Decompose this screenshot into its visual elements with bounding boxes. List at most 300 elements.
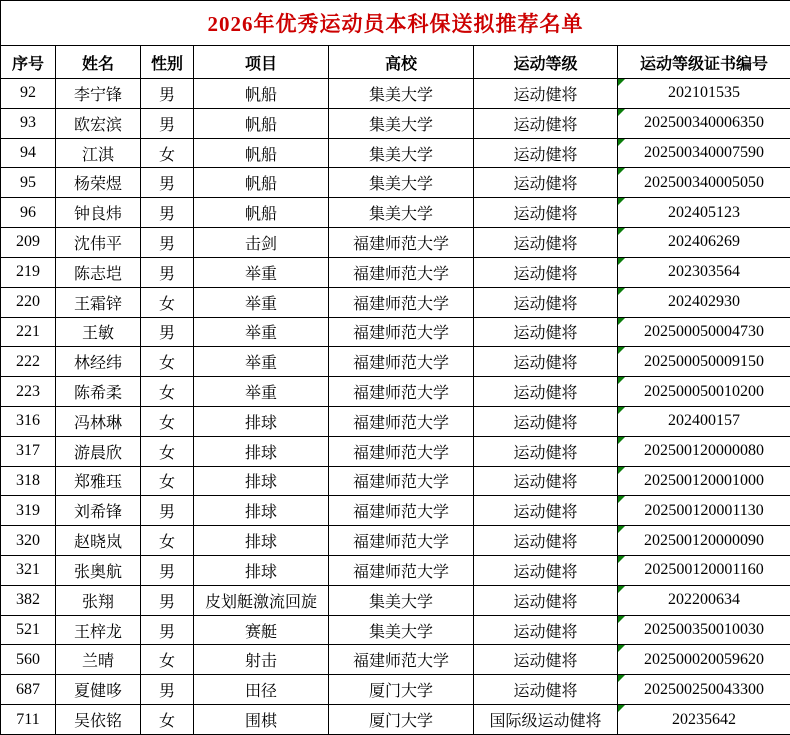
table-row (1, 675, 790, 705)
cell-serial-number (1, 79, 56, 109)
column-header-sport-event: 项目 (194, 46, 329, 79)
cell-sport-event (194, 466, 329, 496)
cell-text: 帆船 (244, 206, 277, 224)
cell-text: 排球 (244, 474, 277, 492)
cell-sport-event (194, 526, 329, 556)
cell-athlete-name (56, 645, 141, 675)
cell-text: 202500120000080 (644, 442, 765, 460)
cell-text: 福建师范大学 (352, 295, 449, 313)
cell-text: 318 (16, 471, 40, 489)
cell-text: 女 (158, 295, 175, 313)
cell-text: 女 (158, 713, 175, 731)
cell-text: 202500050010200 (644, 382, 765, 400)
cell-gender (141, 108, 194, 138)
cell-text: 321 (16, 561, 40, 579)
cell-error-indicator-triangle-icon (618, 318, 625, 325)
cell-text: 382 (16, 591, 40, 609)
cell-sport-event (194, 585, 329, 615)
cell-athlete-name (56, 377, 141, 407)
cell-certificate-number (618, 108, 790, 138)
cell-athlete-name (56, 198, 141, 228)
cell-text: 320 (16, 531, 40, 549)
cell-athletic-level (474, 377, 618, 407)
cell-certificate-number (618, 406, 790, 436)
cell-text: 张奥航 (73, 563, 122, 581)
cell-certificate-number (618, 585, 790, 615)
cell-serial-number (1, 347, 56, 377)
cell-text: 陈志垲 (73, 265, 122, 283)
table-row (1, 168, 790, 198)
cell-error-indicator-triangle-icon (618, 109, 625, 116)
table-header-row (1, 46, 790, 79)
cell-error-indicator-triangle-icon (618, 288, 625, 295)
cell-text: 福建师范大学 (352, 444, 449, 462)
cell-university (329, 198, 474, 228)
cell-text: 举重 (244, 385, 277, 403)
column-header-serial-number: 序号 (1, 46, 56, 79)
cell-text: 集美大学 (368, 593, 433, 611)
cell-serial-number (1, 228, 56, 258)
cell-certificate-number (618, 257, 790, 287)
cell-text: 221 (16, 322, 40, 340)
cell-gender (141, 496, 194, 526)
cell-certificate-number (618, 675, 790, 705)
cell-text: 皮划艇激流回旋 (204, 593, 317, 611)
cell-certificate-number (618, 645, 790, 675)
cell-text: 冯林琳 (73, 414, 122, 432)
cell-athlete-name (56, 466, 141, 496)
cell-text: 福建师范大学 (352, 414, 449, 432)
cell-university (329, 526, 474, 556)
cell-text: 93 (20, 114, 36, 132)
cell-university (329, 406, 474, 436)
cell-error-indicator-triangle-icon (618, 198, 625, 205)
cell-text: 男 (158, 593, 175, 611)
cell-text: 运动健将 (513, 534, 578, 552)
table-row (1, 556, 790, 586)
cell-text: 女 (158, 534, 175, 552)
cell-text: 运动健将 (513, 563, 578, 581)
cell-text: 排球 (244, 504, 277, 522)
cell-university (329, 317, 474, 347)
table-row (1, 198, 790, 228)
cell-university (329, 228, 474, 258)
cell-text: 排球 (244, 563, 277, 581)
cell-text: 女 (158, 414, 175, 432)
cell-athletic-level (474, 317, 618, 347)
cell-serial-number (1, 675, 56, 705)
cell-athletic-level (474, 228, 618, 258)
cell-serial-number (1, 615, 56, 645)
cell-text: 男 (158, 116, 175, 134)
cell-text: 202500120001160 (644, 561, 764, 579)
cell-gender (141, 168, 194, 198)
cell-text: 女 (158, 355, 175, 373)
cell-text: 林经纬 (73, 355, 122, 373)
cell-error-indicator-triangle-icon (618, 616, 625, 623)
cell-certificate-number (618, 526, 790, 556)
cell-text: 运动健将 (513, 265, 578, 283)
cell-text: 排球 (244, 444, 277, 462)
cell-text: 运动健将 (513, 593, 578, 611)
cell-text: 福建师范大学 (352, 563, 449, 581)
cell-text: 202500050009150 (644, 352, 765, 370)
cell-text: 王梓龙 (73, 623, 122, 641)
cell-certificate-number (618, 168, 790, 198)
cell-text: 223 (16, 382, 40, 400)
cell-university (329, 377, 474, 407)
cell-text: 吴依铭 (73, 713, 122, 731)
cell-athletic-level (474, 257, 618, 287)
cell-text: 福建师范大学 (352, 235, 449, 253)
cell-text: 福建师范大学 (352, 355, 449, 373)
cell-text: 刘希锋 (73, 504, 122, 522)
table-row (1, 347, 790, 377)
cell-text: 运动健将 (513, 295, 578, 313)
column-header-athletic-level: 运动等级 (474, 46, 618, 79)
cell-text: 福建师范大学 (352, 385, 449, 403)
cell-certificate-number (618, 436, 790, 466)
table-row (1, 496, 790, 526)
cell-text: 92 (20, 84, 36, 102)
cell-sport-event (194, 257, 329, 287)
cell-error-indicator-triangle-icon (618, 347, 625, 354)
cell-athlete-name (56, 168, 141, 198)
cell-gender (141, 645, 194, 675)
cell-text: 杨荣煜 (73, 176, 122, 194)
cell-gender (141, 377, 194, 407)
cell-text: 王霜锌 (73, 295, 122, 313)
cell-gender (141, 287, 194, 317)
cell-text: 厦门大学 (368, 713, 433, 731)
cell-gender (141, 466, 194, 496)
cell-text: 202303564 (668, 263, 741, 281)
cell-university (329, 556, 474, 586)
cell-text: 男 (158, 176, 175, 194)
cell-text: 运动健将 (513, 325, 578, 343)
cell-athletic-level (474, 168, 618, 198)
cell-gender (141, 138, 194, 168)
cell-error-indicator-triangle-icon (618, 705, 625, 712)
cell-sport-event (194, 287, 329, 317)
cell-certificate-number (618, 705, 790, 735)
cell-serial-number (1, 257, 56, 287)
cell-text: 游晨欣 (73, 444, 122, 462)
cell-text: 福建师范大学 (352, 653, 449, 671)
table-row (1, 108, 790, 138)
cell-text: 男 (158, 206, 175, 224)
cell-text: 运动健将 (513, 176, 578, 194)
cell-gender (141, 585, 194, 615)
cell-text: 帆船 (244, 116, 277, 134)
cell-athletic-level (474, 526, 618, 556)
cell-text: 举重 (244, 265, 277, 283)
cell-text: 福建师范大学 (352, 325, 449, 343)
cell-text: 711 (16, 710, 40, 728)
cell-text: 帆船 (244, 86, 277, 104)
cell-gender (141, 705, 194, 735)
cell-sport-event (194, 377, 329, 407)
table-row (1, 466, 790, 496)
cell-text: 田径 (244, 683, 277, 701)
cell-text: 94 (20, 144, 36, 162)
cell-text: 张翔 (81, 593, 114, 611)
cell-text: 女 (158, 653, 175, 671)
cell-text: 202500340005050 (644, 173, 765, 191)
cell-text: 赛艇 (244, 623, 277, 641)
cell-text: 女 (158, 474, 175, 492)
cell-text: 李宁锋 (73, 86, 122, 104)
column-header-certificate-number: 运动等级证书编号 (618, 46, 790, 79)
cell-certificate-number (618, 466, 790, 496)
cell-error-indicator-triangle-icon (618, 675, 625, 682)
cell-text: 202500350010030 (644, 621, 765, 639)
cell-university (329, 257, 474, 287)
cell-sport-event (194, 228, 329, 258)
cell-gender (141, 556, 194, 586)
cell-text: 射击 (244, 653, 277, 671)
cell-text: 国际级运动健将 (489, 713, 602, 731)
cell-gender (141, 436, 194, 466)
cell-text: 560 (16, 650, 40, 668)
cell-sport-event (194, 556, 329, 586)
cell-gender (141, 615, 194, 645)
cell-university (329, 645, 474, 675)
cell-text: 运动健将 (513, 474, 578, 492)
cell-serial-number (1, 108, 56, 138)
cell-text: 围棋 (244, 713, 277, 731)
cell-serial-number (1, 287, 56, 317)
cell-text: 521 (16, 621, 40, 639)
cell-text: 江淇 (81, 146, 114, 164)
cell-text: 运动健将 (513, 206, 578, 224)
table-row (1, 317, 790, 347)
table-row (1, 406, 790, 436)
cell-certificate-number (618, 138, 790, 168)
cell-text: 男 (158, 623, 175, 641)
cell-text: 排球 (244, 534, 277, 552)
cell-certificate-number (618, 317, 790, 347)
cell-error-indicator-triangle-icon (618, 467, 625, 474)
cell-athlete-name (56, 585, 141, 615)
cell-university (329, 496, 474, 526)
cell-athlete-name (56, 705, 141, 735)
cell-athletic-level (474, 466, 618, 496)
cell-sport-event (194, 705, 329, 735)
cell-athletic-level (474, 436, 618, 466)
cell-text: 男 (158, 504, 175, 522)
table-row (1, 645, 790, 675)
cell-university (329, 287, 474, 317)
cell-gender (141, 79, 194, 109)
cell-serial-number (1, 436, 56, 466)
cell-athletic-level (474, 705, 618, 735)
cell-text: 举重 (244, 325, 277, 343)
cell-text: 316 (16, 412, 40, 430)
cell-text: 219 (16, 263, 40, 281)
cell-text: 202406269 (668, 233, 741, 251)
cell-error-indicator-triangle-icon (618, 79, 625, 86)
cell-certificate-number (618, 556, 790, 586)
cell-text: 运动健将 (513, 86, 578, 104)
cell-athletic-level (474, 347, 618, 377)
cell-athletic-level (474, 138, 618, 168)
cell-text: 男 (158, 325, 175, 343)
cell-serial-number (1, 138, 56, 168)
cell-text: 男 (158, 563, 175, 581)
cell-serial-number (1, 526, 56, 556)
cell-text: 202500050004730 (644, 322, 765, 340)
cell-sport-event (194, 436, 329, 466)
cell-sport-event (194, 79, 329, 109)
cell-text: 317 (16, 442, 40, 460)
cell-university (329, 466, 474, 496)
column-header-gender: 性别 (141, 46, 194, 79)
cell-serial-number (1, 198, 56, 228)
cell-text: 运动健将 (513, 385, 578, 403)
cell-serial-number (1, 377, 56, 407)
cell-sport-event (194, 615, 329, 645)
cell-athlete-name (56, 347, 141, 377)
cell-error-indicator-triangle-icon (618, 437, 625, 444)
table-row (1, 228, 790, 258)
cell-sport-event (194, 406, 329, 436)
cell-text: 95 (20, 173, 36, 191)
cell-text: 王敏 (81, 325, 114, 343)
cell-error-indicator-triangle-icon (618, 407, 625, 414)
cell-athlete-name (56, 675, 141, 705)
cell-gender (141, 406, 194, 436)
cell-certificate-number (618, 377, 790, 407)
cell-text: 319 (16, 501, 40, 519)
cell-error-indicator-triangle-icon (618, 556, 625, 563)
cell-sport-event (194, 317, 329, 347)
cell-athlete-name (56, 526, 141, 556)
cell-sport-event (194, 198, 329, 228)
cell-serial-number (1, 705, 56, 735)
cell-text: 举重 (244, 355, 277, 373)
cell-university (329, 675, 474, 705)
cell-text: 女 (158, 444, 175, 462)
cell-gender (141, 198, 194, 228)
cell-text: 钟良炜 (73, 206, 122, 224)
table-row (1, 138, 790, 168)
cell-athletic-level (474, 615, 618, 645)
cell-error-indicator-triangle-icon (618, 377, 625, 384)
cell-text: 集美大学 (368, 206, 433, 224)
cell-athletic-level (474, 585, 618, 615)
cell-athlete-name (56, 556, 141, 586)
cell-athlete-name (56, 108, 141, 138)
cell-text: 96 (20, 203, 36, 221)
cell-gender (141, 228, 194, 258)
cell-athlete-name (56, 317, 141, 347)
cell-text: 福建师范大学 (352, 504, 449, 522)
cell-athlete-name (56, 615, 141, 645)
cell-gender (141, 526, 194, 556)
cell-serial-number (1, 645, 56, 675)
cell-athlete-name (56, 257, 141, 287)
column-header-university: 高校 (329, 46, 474, 79)
cell-text: 赵晓岚 (73, 534, 122, 552)
cell-text: 厦门大学 (368, 683, 433, 701)
cell-sport-event (194, 108, 329, 138)
cell-athlete-name (56, 436, 141, 466)
cell-athletic-level (474, 108, 618, 138)
cell-text: 202402930 (668, 293, 741, 311)
page-title: 2026年优秀运动员本科保送拟推荐名单 (1, 1, 790, 46)
cell-text: 202500120001130 (644, 501, 764, 519)
cell-text: 209 (16, 233, 40, 251)
cell-university (329, 705, 474, 735)
cell-athlete-name (56, 138, 141, 168)
cell-athletic-level (474, 198, 618, 228)
cell-sport-event (194, 645, 329, 675)
cell-athletic-level (474, 406, 618, 436)
cell-text: 陈希柔 (73, 385, 122, 403)
cell-sport-event (194, 168, 329, 198)
cell-certificate-number (618, 198, 790, 228)
cell-university (329, 347, 474, 377)
cell-serial-number (1, 556, 56, 586)
cell-university (329, 79, 474, 109)
cell-text: 欧宏滨 (73, 116, 122, 134)
cell-athlete-name (56, 79, 141, 109)
cell-text: 运动健将 (513, 355, 578, 373)
cell-text: 运动健将 (513, 146, 578, 164)
cell-text: 20235642 (672, 710, 737, 728)
cell-athletic-level (474, 287, 618, 317)
cell-text: 202500340007590 (644, 144, 765, 162)
cell-gender (141, 675, 194, 705)
cell-gender (141, 347, 194, 377)
cell-sport-event (194, 138, 329, 168)
cell-text: 202500120001000 (644, 471, 765, 489)
cell-certificate-number (618, 615, 790, 645)
cell-error-indicator-triangle-icon (618, 496, 625, 503)
cell-text: 排球 (244, 414, 277, 432)
column-header-athlete-name: 姓名 (56, 46, 141, 79)
cell-university (329, 436, 474, 466)
cell-athlete-name (56, 496, 141, 526)
cell-sport-event (194, 496, 329, 526)
cell-certificate-number (618, 347, 790, 377)
cell-text: 男 (158, 86, 175, 104)
cell-text: 202500340006350 (644, 114, 765, 132)
table-row (1, 705, 790, 735)
cell-athlete-name (56, 287, 141, 317)
cell-text: 687 (16, 680, 40, 698)
cell-certificate-number (618, 287, 790, 317)
table-row (1, 436, 790, 466)
cell-text: 郑雅珏 (73, 474, 122, 492)
cell-text: 运动健将 (513, 235, 578, 253)
cell-athletic-level (474, 675, 618, 705)
cell-text: 运动健将 (513, 683, 578, 701)
cell-text: 福建师范大学 (352, 474, 449, 492)
cell-serial-number (1, 585, 56, 615)
cell-university (329, 138, 474, 168)
cell-sport-event (194, 347, 329, 377)
cell-text: 福建师范大学 (352, 265, 449, 283)
cell-text: 福建师范大学 (352, 534, 449, 552)
cell-text: 举重 (244, 295, 277, 313)
cell-text: 202101535 (668, 84, 741, 102)
cell-serial-number (1, 466, 56, 496)
cell-university (329, 108, 474, 138)
cell-university (329, 168, 474, 198)
cell-text: 集美大学 (368, 86, 433, 104)
